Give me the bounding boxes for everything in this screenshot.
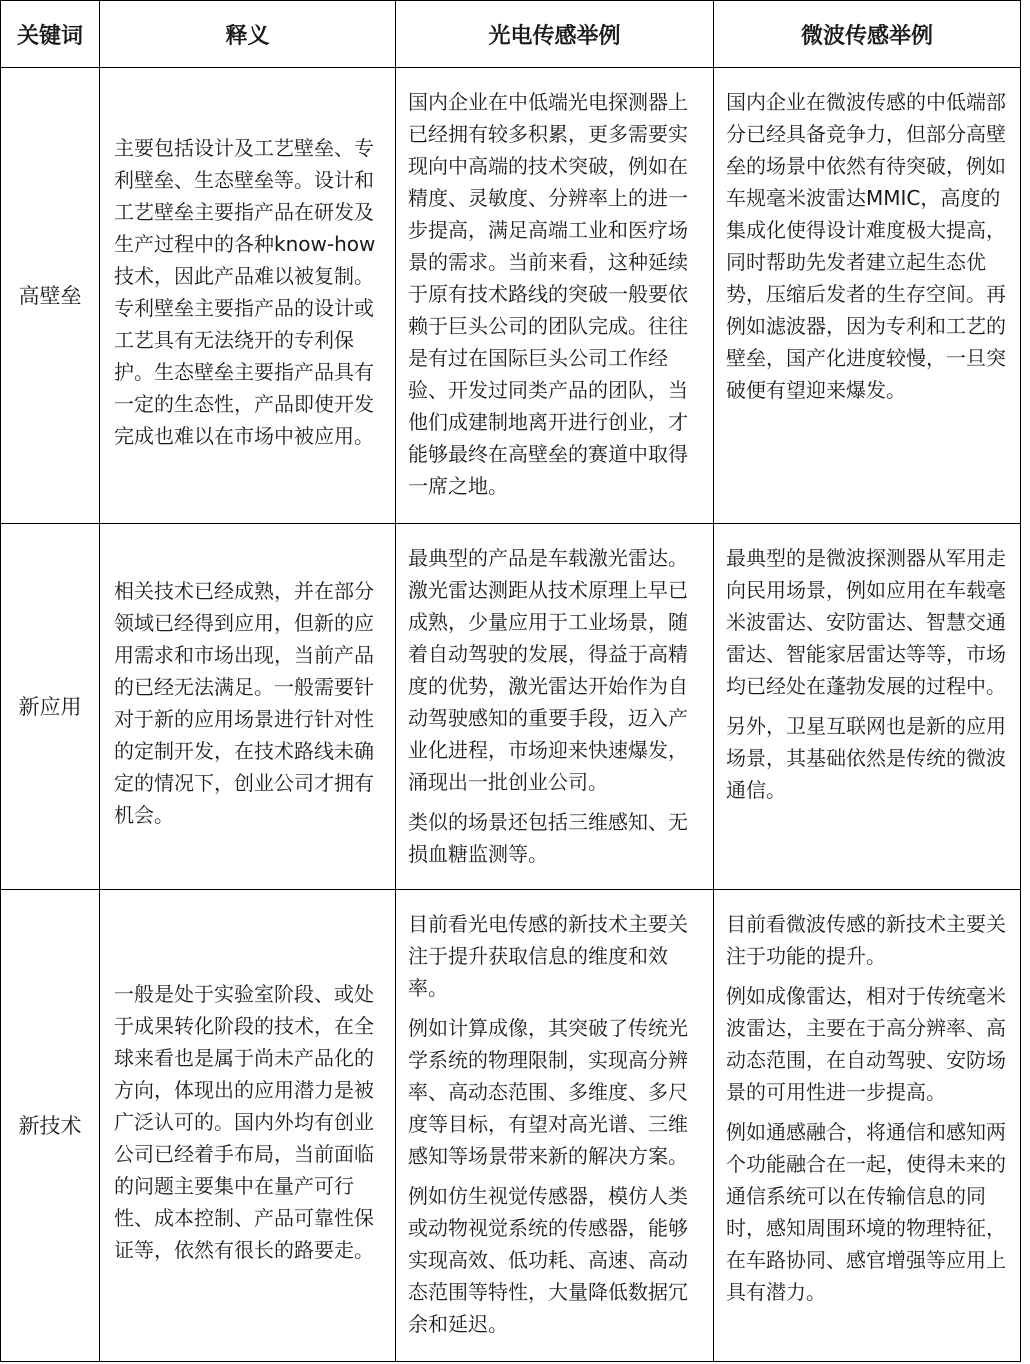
microwave-paragraph: 目前看微波传感的新技术主要关注于功能的提升。: [726, 912, 1006, 968]
microwave-paragraph: 例如通感融合，将通信和感知两个功能融合在一起，使得未来的通信系统可以在传输信息的同时，感知周围环境的物理特征，在车路协同、感官增强等应用上具有潜力。: [726, 1120, 1006, 1304]
header-row: [1, 1, 1021, 68]
row-optical-example: [396, 68, 714, 524]
row-microwave-example: [714, 68, 1021, 524]
header-microwave-example: 微波传感举例: [714, 1, 1021, 68]
table-row: [1, 524, 1021, 890]
definition-text: 主要包括设计及工艺壁垒、专利壁垒、生态壁垒等。设计和工艺壁垒主要指产品在研发及生产过程中的各种know-how技术，因此产品难以被复制。专利壁垒主要指产品的设计或工艺具有无法绕开的专利保护。生态壁垒主要指产品具有一定的生态性，产品即使开发完成也难以在市场中被应用。: [114, 135, 376, 448]
row-microwave-example: [714, 890, 1021, 1362]
optical-paragraph: 例如仿生视觉传感器，模仿人类或动物视觉系统的传感器，能够实现高效、低功耗、高速、高动态范围等特性，大量降低数据冗余和延迟。: [408, 1184, 688, 1336]
row-definition: [100, 68, 396, 524]
optical-paragraph: 类似的场景还包括三维感知、无损血糖监测等。: [408, 810, 688, 866]
microwave-paragraph: 国内企业在微波传感的中低端部分已经具备竞争力，但部分高壁垒的场景中依然有待突破，例如车规毫米波雷达MMIC，高度的集成化使得设计难度极大提高，同时帮助先发者建立起生态优势，压缩后发者的生存空间。再例如滤波器，因为专利和工艺的壁垒，国产化进度较慢，一旦突破便有望迎来爆发。: [726, 90, 1006, 402]
row-keyword: 新技术: [1, 890, 100, 1362]
header-keyword: 关键词: [1, 1, 100, 68]
microwave-paragraph: 例如成像雷达，相对于传统毫米波雷达，主要在于高分辨率、高动态范围，在自动驾驶、安防场景的可用性进一步提高。: [726, 984, 1006, 1104]
row-optical-example: [396, 524, 714, 890]
definition-text: 相关技术已经成熟，并在部分领域已经得到应用，但新的应用需求和市场出现，当前产品的已经无法满足。一般需要针对于新的应用场景进行针对性的定制开发，在技术路线未确定的情况下，创业公司才拥有机会。: [114, 578, 374, 827]
row-optical-example: [396, 890, 714, 1362]
row-keyword: 高壁垒: [1, 68, 100, 524]
header-definition: 释义: [100, 1, 396, 68]
optical-paragraph: 目前看光电传感的新技术主要关注于提升获取信息的维度和效率。: [408, 912, 688, 1000]
row-keyword: 新应用: [1, 524, 100, 890]
microwave-paragraph: 最典型的是微波探测器从军用走向民用场景，例如应用在车载毫米波雷达、安防雷达、智慧交通雷达、智能家居雷达等等，市场均已经处在蓬勃发展的过程中。: [726, 546, 1006, 698]
definition-text: 一般是处于实验室阶段、或处于成果转化阶段的技术，在全球来看也是属于尚未产品化的方向，体现出的应用潜力是被广泛认可的。国内外均有创业公司已经着手布局，当前面临的问题主要集中在量产可行性、成本控制、产品可靠性保证等，依然有很长的路要走。: [114, 981, 374, 1262]
microwave-paragraph: 另外，卫星互联网也是新的应用场景，其基础依然是传统的微波通信。: [726, 714, 1006, 802]
row-definition: [100, 890, 396, 1362]
table-row: [1, 890, 1021, 1362]
row-microwave-example: [714, 524, 1021, 890]
optical-paragraph: 最典型的产品是车载激光雷达。激光雷达测距从技术原理上早已成熟，少量应用于工业场景，随着自动驾驶的发展，得益于高精度的优势，激光雷达开始作为自动驾驶感知的重要手段，迈入产业化进程，市场迎来快速爆发，涌现出一批创业公司。: [408, 546, 688, 794]
table-row: [1, 68, 1021, 524]
row-definition: [100, 524, 396, 890]
optical-paragraph: 例如计算成像，其突破了传统光学系统的物理限制，实现高分辨率、高动态范围、多维度、多尺度等目标，有望对高光谱、三维感知等场景带来新的解决方案。: [408, 1016, 688, 1168]
header-optical-example: 光电传感举例: [396, 1, 714, 68]
optical-paragraph: 国内企业在中低端光电探测器上已经拥有较多积累，更多需要实现向中高端的技术突破，例如在精度、灵敏度、分辨率上的进一步提高，满足高端工业和医疗场景的需求。当前来看，这种延续于原有技术路线的突破一般要依赖于巨头公司的团队完成。往往是有过在国际巨头公司工作经验、开发过同类产品的团队，当他们成建制地离开进行创业，才能够最终在高壁垒的赛道中取得一席之地。: [408, 90, 688, 498]
